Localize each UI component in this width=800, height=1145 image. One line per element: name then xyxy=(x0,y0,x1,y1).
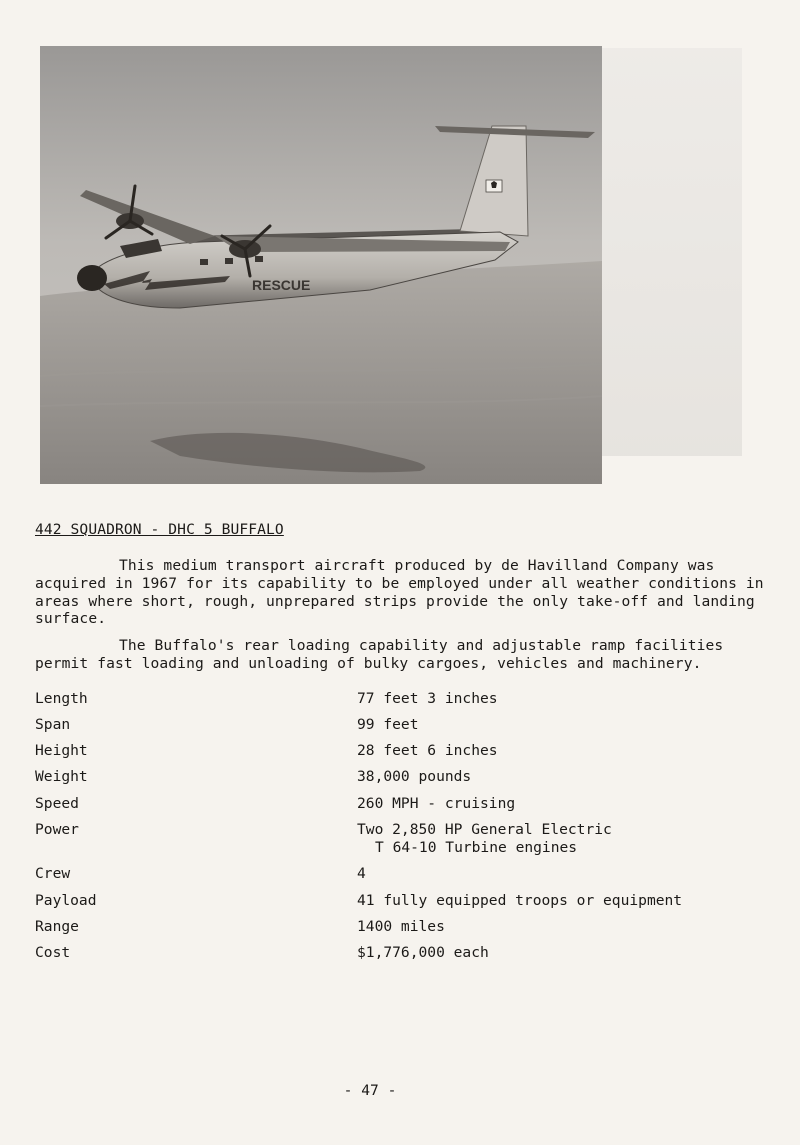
spec-label: Range xyxy=(35,918,79,935)
spec-label: Speed xyxy=(35,795,79,812)
aircraft-photo xyxy=(40,46,602,484)
spec-value: 77 feet 3 inches xyxy=(357,690,498,707)
spec-value: 4 xyxy=(357,865,366,882)
spec-label: Cost xyxy=(35,944,71,961)
section-heading: 442 SQUADRON - DHC 5 BUFFALO xyxy=(35,521,284,538)
bleed-through-photo-shadow xyxy=(600,48,742,456)
spec-value: 28 feet 6 inches xyxy=(357,742,498,759)
spec-value: 99 feet xyxy=(357,716,419,733)
loading-paragraph xyxy=(35,637,775,673)
spec-value: 260 MPH - cruising xyxy=(357,795,516,812)
spec-label: Power xyxy=(35,821,79,838)
spec-label: Crew xyxy=(35,865,71,882)
intro-paragraph xyxy=(35,557,775,628)
intro-paragraph-text: This medium transport aircraft produced by de Havilland Company was acquired in 1967 for its capability to be employed under all weather conditions in areas where short, rough, unprepared strips provide the only take-off and landing surface. xyxy=(35,557,764,628)
spec-value-line2: T 64-10 Turbine engines xyxy=(375,839,578,856)
spec-value: $1,776,000 each xyxy=(357,944,489,961)
spec-value: 1400 miles xyxy=(357,918,445,935)
spec-value: Two 2,850 HP General Electric xyxy=(357,821,612,838)
spec-label: Weight xyxy=(35,768,88,785)
spec-value: 41 fully equipped troops or equipment xyxy=(357,892,683,909)
spec-value: 38,000 pounds xyxy=(357,768,472,785)
loading-paragraph-text: The Buffalo's rear loading capability and adjustable ramp facilities permit fast loading and unloading of bulky cargoes, vehicles and machinery. xyxy=(35,637,724,672)
spec-label: Payload xyxy=(35,892,97,909)
spec-label: Span xyxy=(35,716,71,733)
page-number: - 47 - xyxy=(343,1082,397,1099)
svg-text:RESCUE: RESCUE xyxy=(252,277,311,293)
spec-label: Length xyxy=(35,690,88,707)
spec-label: Height xyxy=(35,742,88,759)
